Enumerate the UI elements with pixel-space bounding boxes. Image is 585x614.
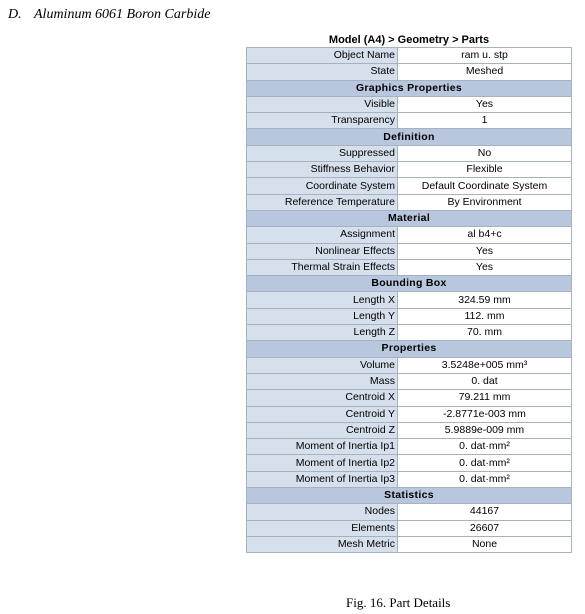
property-value: By Environment — [398, 194, 572, 210]
property-label: Transparency — [247, 113, 398, 129]
property-label: Stiffness Behavior — [247, 162, 398, 178]
table-row — [247, 357, 572, 373]
table-row — [247, 243, 572, 259]
property-label: Nonlinear Effects — [247, 243, 398, 259]
table-row — [247, 390, 572, 406]
part-details-body — [247, 48, 572, 553]
table-row — [247, 471, 572, 487]
table-row — [247, 536, 572, 552]
table-row — [247, 504, 572, 520]
property-value: None — [398, 536, 572, 552]
property-label: Mesh Metric — [247, 536, 398, 552]
table-row — [247, 422, 572, 438]
section-row — [247, 129, 572, 145]
property-value: 70. mm — [398, 325, 572, 341]
property-value: Yes — [398, 259, 572, 275]
property-label: Visible — [247, 96, 398, 112]
section-header: Material — [247, 210, 572, 226]
property-value: 0. dat — [398, 373, 572, 389]
section-header: Graphics Properties — [247, 80, 572, 96]
property-value: 44167 — [398, 504, 572, 520]
property-value: 0. dat·mm² — [398, 455, 572, 471]
table-row — [247, 178, 572, 194]
table-row — [247, 194, 572, 210]
figure-caption: Fig. 16. Part Details — [346, 595, 451, 610]
property-label: Length Z — [247, 325, 398, 341]
table-title: Model (A4) > Geometry > Parts — [328, 34, 490, 46]
table-row — [247, 227, 572, 243]
property-value: 0. dat·mm² — [398, 471, 572, 487]
property-label: Mass — [247, 373, 398, 389]
property-label: Thermal Strain Effects — [247, 259, 398, 275]
table-row — [247, 113, 572, 129]
property-label: Nodes — [247, 504, 398, 520]
section-header: Properties — [247, 341, 572, 357]
table-row — [247, 145, 572, 161]
section-header: Definition — [247, 129, 572, 145]
property-label: Moment of Inertia Ip1 — [247, 439, 398, 455]
table-row — [247, 308, 572, 324]
table-row — [247, 48, 572, 64]
section-letter: D. — [8, 7, 22, 22]
property-label: Length Y — [247, 308, 398, 324]
property-label: Reference Temperature — [247, 194, 398, 210]
property-value: Flexible — [398, 162, 572, 178]
table-row — [247, 373, 572, 389]
property-label: State — [247, 64, 398, 80]
property-label: Assignment — [247, 227, 398, 243]
property-value: 79.211 mm — [398, 390, 572, 406]
property-label: Moment of Inertia Ip3 — [247, 471, 398, 487]
property-label: Volume — [247, 357, 398, 373]
table-row — [247, 64, 572, 80]
table-row — [247, 96, 572, 112]
property-value: Yes — [398, 243, 572, 259]
section-row — [247, 341, 572, 357]
table-row — [247, 259, 572, 275]
property-value: 0. dat·mm² — [398, 439, 572, 455]
table-row — [247, 162, 572, 178]
property-label: Centroid Z — [247, 422, 398, 438]
property-value: 26607 — [398, 520, 572, 536]
part-details-table — [246, 47, 572, 553]
property-label: Suppressed — [247, 145, 398, 161]
property-label: Length X — [247, 292, 398, 308]
section-row — [247, 488, 572, 504]
table-row — [247, 325, 572, 341]
section-row — [247, 80, 572, 96]
section-row — [247, 210, 572, 226]
table-row — [247, 406, 572, 422]
property-value: al b4+c — [398, 227, 572, 243]
section-header: Bounding Box — [247, 276, 572, 292]
section-heading-text: Aluminum 6061 Boron Carbide — [34, 7, 211, 22]
section-header: Statistics — [247, 488, 572, 504]
property-value: Default Coordinate System — [398, 178, 572, 194]
property-label: Moment of Inertia Ip2 — [247, 455, 398, 471]
table-row — [247, 439, 572, 455]
property-value: Yes — [398, 96, 572, 112]
property-label: Coordinate System — [247, 178, 398, 194]
property-label: Object Name — [247, 48, 398, 64]
property-value: Meshed — [398, 64, 572, 80]
property-label: Elements — [247, 520, 398, 536]
property-value: 5.9889e-009 mm — [398, 422, 572, 438]
property-value: 3.5248e+005 mm³ — [398, 357, 572, 373]
property-value: -2.8771e-003 mm — [398, 406, 572, 422]
table-row — [247, 520, 572, 536]
property-value: 324.59 mm — [398, 292, 572, 308]
property-value: 112. mm — [398, 308, 572, 324]
property-label: Centroid Y — [247, 406, 398, 422]
section-row — [247, 276, 572, 292]
table-row — [247, 455, 572, 471]
table-row — [247, 292, 572, 308]
property-value: ram u. stp — [398, 48, 572, 64]
property-value: No — [398, 145, 572, 161]
property-value: 1 — [398, 113, 572, 129]
section-heading — [8, 7, 210, 23]
property-label: Centroid X — [247, 390, 398, 406]
